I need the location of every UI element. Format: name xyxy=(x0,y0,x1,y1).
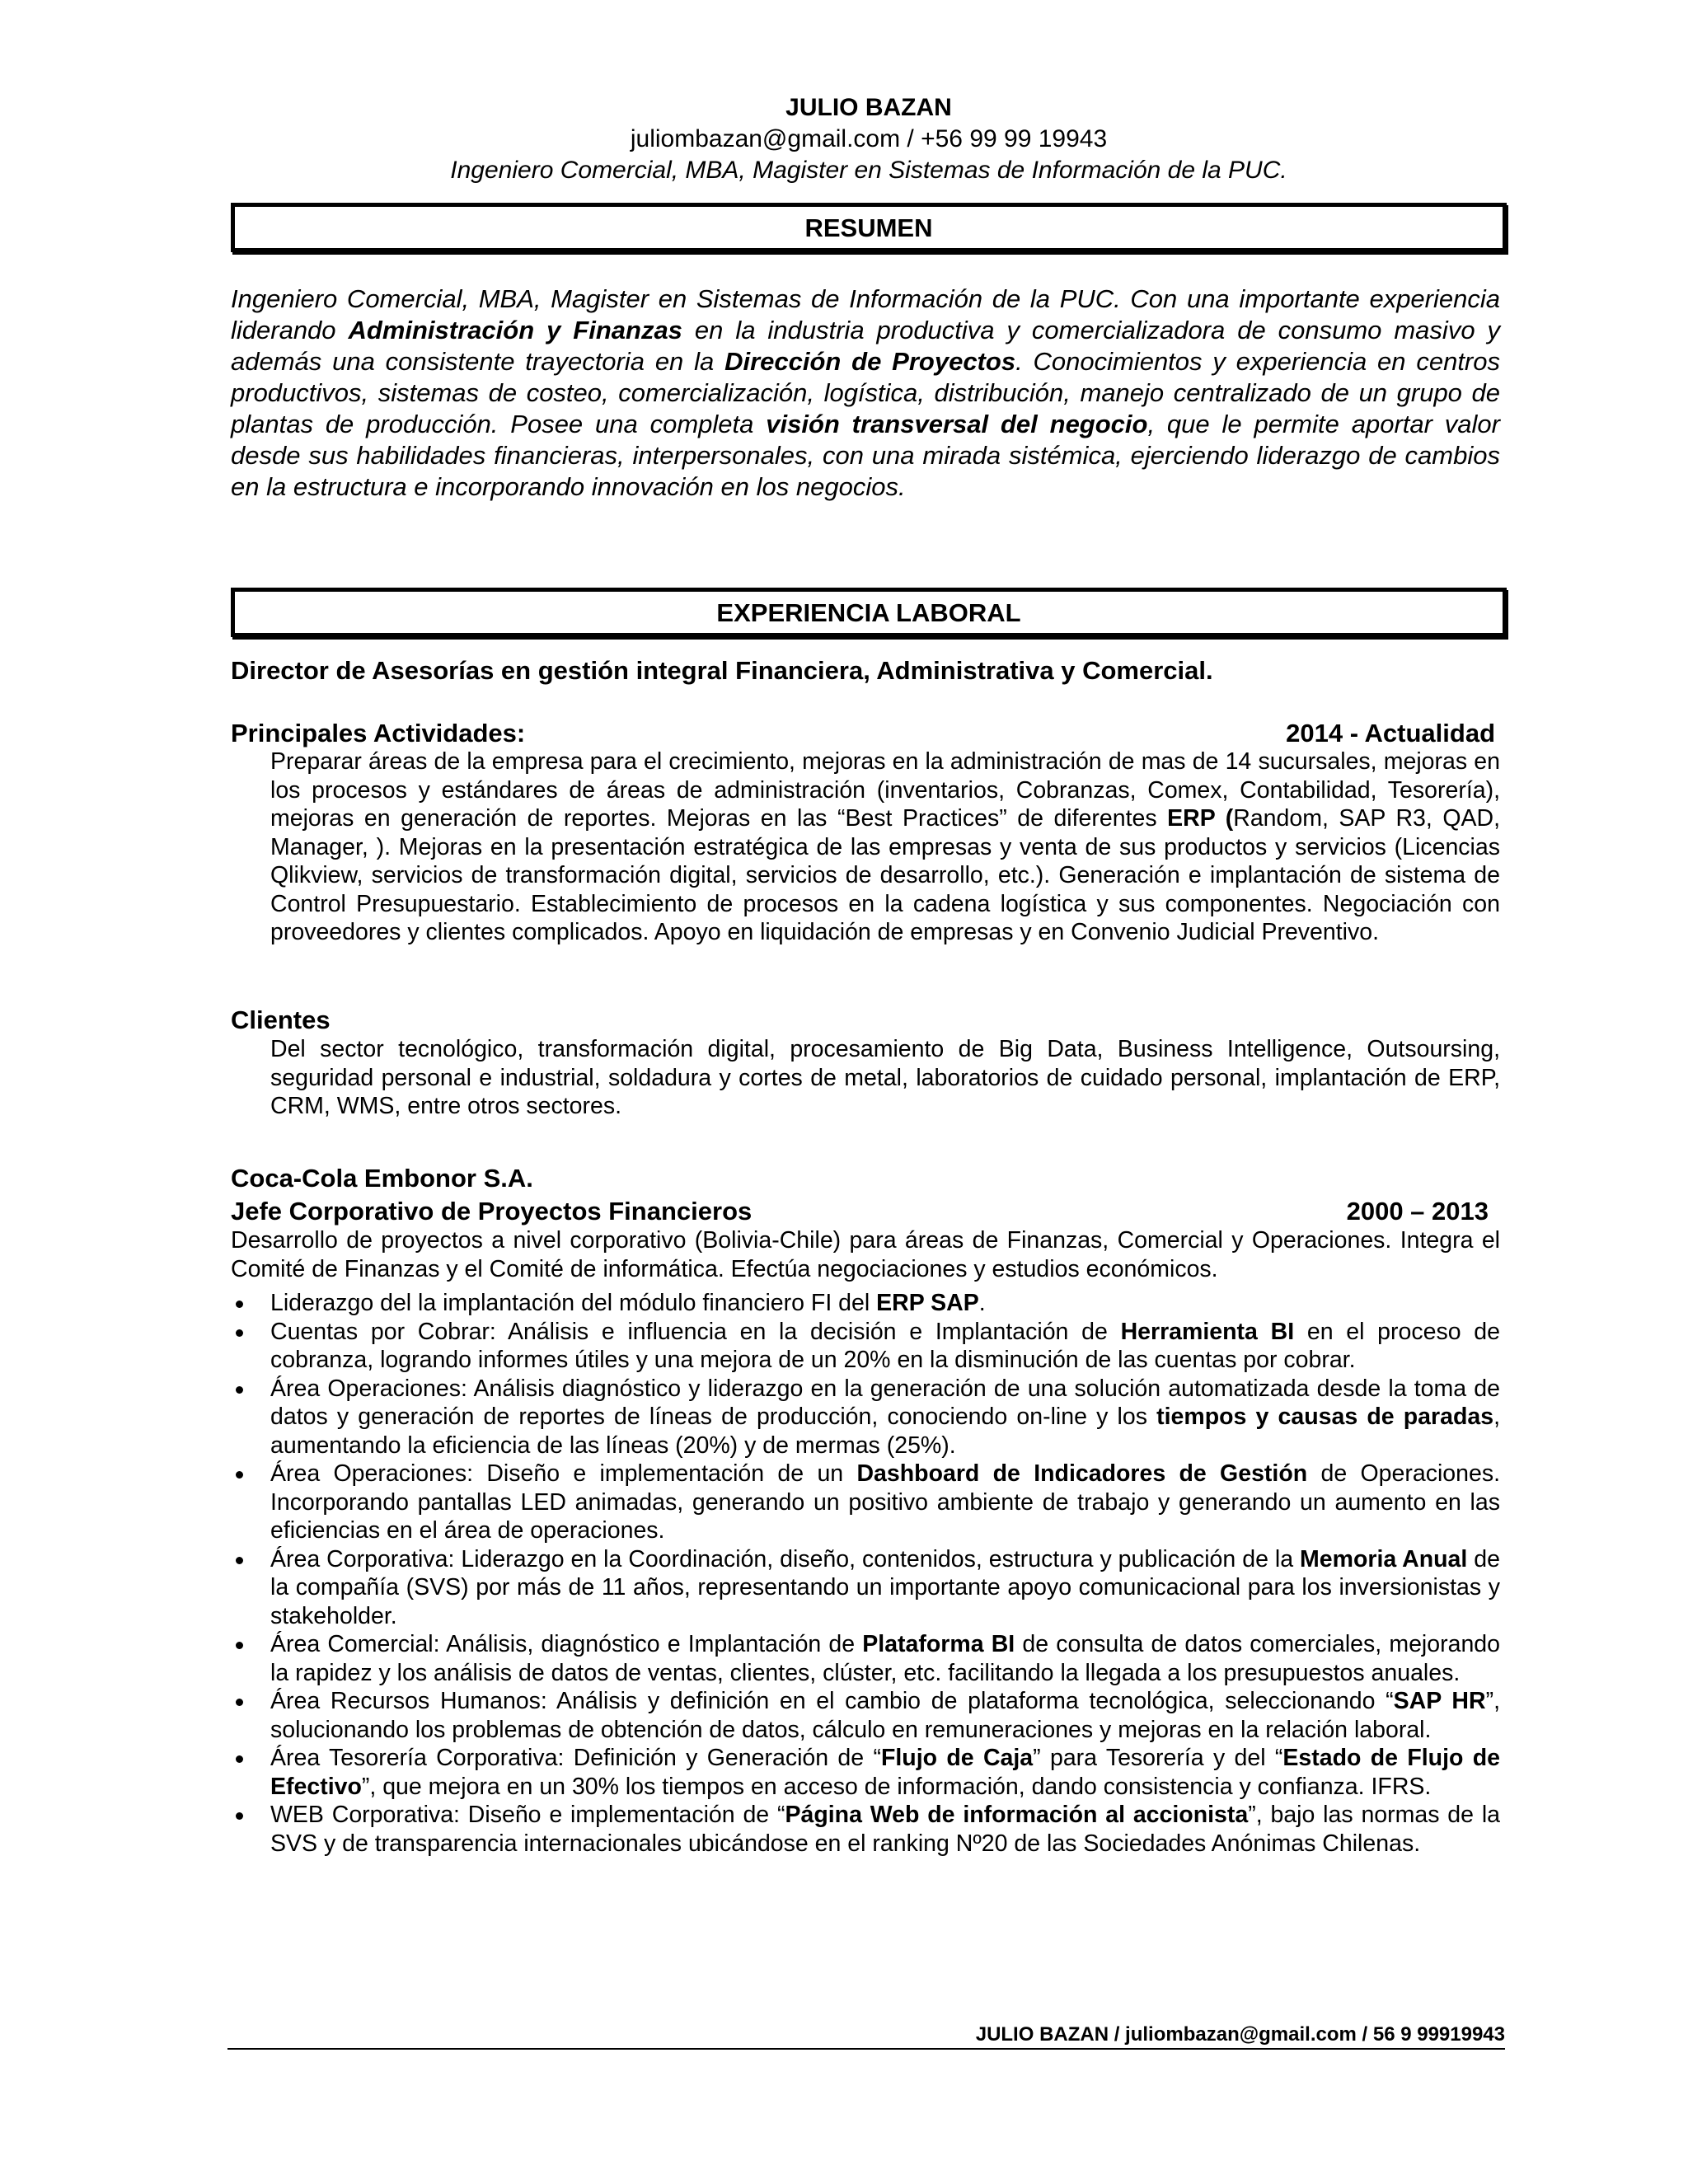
list-item xyxy=(231,1545,1500,1631)
bullet-icon xyxy=(236,1755,243,1763)
item-text: de la compañía (SVS) por más de 11 años, representando un importante apoyo comunicacional para los inversionistas y stakeholder. xyxy=(270,1545,1500,1629)
list-item xyxy=(231,1289,1500,1318)
activities-header xyxy=(231,717,1500,750)
clients-heading: Clientes xyxy=(231,1005,331,1034)
section-heading-resumen: RESUMEN xyxy=(231,203,1507,252)
item-text: WEB Corporativa: Diseño e implementación de “ xyxy=(270,1802,785,1828)
contact-line: juliombazan@gmail.com / +56 99 99 19943 xyxy=(630,125,1108,152)
item-text: Liderazgo del la implantación del módulo financiero FI del xyxy=(270,1290,877,1316)
item-text: de consulta de datos comerciales, mejorando la rapidez y los análisis de datos de ventas, clientes, clúster, etc. facilitando la llegada a los presupuestos anuales. xyxy=(270,1631,1500,1686)
section-heading-experiencia: EXPERIENCIA LABORAL xyxy=(231,588,1507,637)
professional-title: Ingeniero Comercial, MBA, Magister en Sistemas de Información de la PUC. xyxy=(450,157,1287,184)
job2-description: Desarrollo de proyectos a nivel corporativo (Bolivia-Chile) para áreas de Finanzas, Comercial y Operaciones. Integra el Comité de Finanzas y el Comité de informática. Efectúa negociaciones y estudios económicos. xyxy=(231,1227,1500,1282)
item-text: Área Operaciones: Análisis diagnóstico y liderazgo en la generación de una solución automatizada desde la toma de datos y generación de reportes de líneas de producción, conociendo on-line y los xyxy=(270,1375,1500,1430)
item-bold: Estado de Flujo de Efectivo xyxy=(270,1745,1500,1800)
bullet-icon xyxy=(236,1557,243,1564)
list-item xyxy=(231,1744,1500,1801)
item-text: . xyxy=(978,1290,986,1316)
list-item xyxy=(231,1801,1500,1858)
list-item xyxy=(231,1687,1500,1744)
job2-title: Jefe Corporativo de Proyectos Financieros xyxy=(231,1197,753,1226)
bullet-icon xyxy=(236,1699,243,1706)
item-text: ”, solucionando los problemas de obtención de datos, cálculo en remuneraciones y mejoras en la relación laboral. xyxy=(270,1688,1500,1743)
list-item xyxy=(231,1630,1500,1687)
job-title-director: Director de Asesorías en gestión integral Financiera, Administrativa y Comercial. xyxy=(231,656,1213,685)
item-text: Cuentas por Cobrar: Análisis e influencia en la decisión e Implantación de xyxy=(270,1318,1121,1345)
item-bold: Memoria Anual xyxy=(1300,1545,1468,1572)
item-text: ”, que mejora en un 30% los tiempos en acceso de información, dando consistencia y confianza. IFRS. xyxy=(361,1773,1432,1800)
item-bold: Flujo de Caja xyxy=(880,1745,1034,1771)
candidate-name: JULIO BAZAN xyxy=(785,94,952,121)
bullet-icon xyxy=(236,1812,243,1820)
item-text: Área Tesorería Corporativa: Definición y Generación de “ xyxy=(270,1745,881,1771)
achievements-list xyxy=(231,1289,1500,1858)
activities-text-part: Random, SAP R3, QAD, Manager, ). Mejoras en la presentación estratégica de las empresas y venta de sus productos y servicios (Licencias Qlikview, servicios de transformación digital, servicios de desarrollo, etc.). Generación e implantación de sistema de Control Presupuestario. Establecimiento de procesos en la cadena logística y sus componentes. Negociación con proveedores y clientes complicados. Apoyo en liquidación de empresas y en Convenio Judicial Preventivo. xyxy=(270,805,1500,945)
item-text: Área Comercial: Análisis, diagnóstico e Implantación de xyxy=(270,1631,863,1657)
item-text: ” para Tesorería y del “ xyxy=(1033,1745,1283,1771)
footer-divider xyxy=(227,2048,1505,2050)
item-text: Área Operaciones: Diseño e implementación de un xyxy=(270,1460,857,1487)
item-text: , aumentando la eficiencia de las líneas (20%) y de mermas (25%). xyxy=(270,1404,1501,1459)
activities-text xyxy=(270,748,1500,947)
activities-bold: ERP ( xyxy=(1167,805,1234,832)
summary-bold: Dirección de Proyectos xyxy=(724,347,1016,376)
bullet-icon xyxy=(236,1386,243,1394)
activities-period: 2014 - Actualidad xyxy=(1286,719,1495,748)
item-bold: Plataforma BI xyxy=(862,1631,1015,1657)
job2-header xyxy=(231,1195,1500,1228)
job2-period: 2000 – 2013 xyxy=(1346,1197,1489,1226)
bullet-icon xyxy=(236,1301,243,1308)
item-text: Área Corporativa: Liderazgo en la Coordinación, diseño, contenidos, estructura y publicación de la xyxy=(270,1545,1301,1572)
summary-text: Ingeniero Comercial, MBA, Magister en Sistemas de Información de la PUC. Con una importante experiencia liderando xyxy=(231,284,1500,344)
item-bold: tiempos y causas de paradas xyxy=(1156,1404,1494,1430)
item-text: ”, bajo las normas de la SVS y de transparencia internacionales ubicándose en el ranking Nº20 de las Sociedades Anónimas Chilenas. xyxy=(270,1802,1501,1857)
summary-paragraph xyxy=(231,284,1500,503)
activities-text-part: Preparar áreas de la empresa para el crecimiento, mejoras en la administración de mas de 14 sucursales, mejoras en los procesos y estándares de áreas de administración (inventarios, Cobranzas, Comex, Contabilidad, Tesorería), mejoras en generación de reportes. Mejoras en las “Best Practices” de diferentes xyxy=(270,748,1500,832)
summary-bold: visión transversal del negocio xyxy=(766,410,1148,438)
item-bold: SAP HR xyxy=(1393,1688,1486,1714)
bullet-icon xyxy=(236,1642,243,1649)
list-item xyxy=(231,1318,1500,1375)
item-bold: Dashboard de Indicadores de Gestión xyxy=(856,1460,1308,1487)
item-bold: ERP SAP xyxy=(876,1290,979,1316)
item-text: en el proceso de cobranza, logrando informes útiles y una mejora de un 20% en la disminución de las cuentas por cobrar. xyxy=(270,1318,1500,1373)
summary-text: . Conocimientos y experiencia en centros productivos, sistemas de costeo, comercialización, logística, distribución, manejo centralizado de un grupo de plantas de producción. Posee una completa xyxy=(231,347,1500,438)
item-text: de Operaciones. Incorporando pantallas LED animadas, generando un positivo ambiente de trabajo y generando un aumento en las eficiencias en el área de operaciones. xyxy=(270,1460,1500,1544)
summary-text: , que le permite aportar valor desde sus habilidades financieras, interpersonales, con una mirada sistémica, ejerciendo liderazgo de cambios en la estructura e incorporando innovación en los negocios. xyxy=(231,410,1500,501)
list-item xyxy=(231,1460,1500,1545)
item-text: Área Recursos Humanos: Análisis y definición en el cambio de plataforma tecnológica, seleccionando “ xyxy=(270,1688,1394,1714)
list-item xyxy=(231,1375,1500,1460)
bullet-icon xyxy=(236,1471,243,1479)
summary-text: en la industria productiva y comercializadora de consumo masivo y además una consistente trayectoria en la xyxy=(231,316,1501,376)
company-name: Coca-Cola Embonor S.A. xyxy=(231,1164,533,1193)
item-bold: Página Web de información al accionista xyxy=(785,1802,1249,1828)
bullet-icon xyxy=(236,1329,243,1337)
item-bold: Herramienta BI xyxy=(1120,1318,1295,1345)
activities-label: Principales Actividades: xyxy=(231,719,526,748)
summary-bold: Administración y Finanzas xyxy=(348,316,682,344)
clients-text: Del sector tecnológico, transformación digital, procesamiento de Big Data, Business Intelligence, Outsoursing, seguridad personal e industrial, soldadura y cortes de metal, laboratorios de cuidado personal, implantación de ERP, CRM, WMS, entre otros sectores. xyxy=(270,1036,1500,1119)
footer-contact: JULIO BAZAN / juliombazan@gmail.com / 56 9 99919943 xyxy=(975,2023,1505,2046)
